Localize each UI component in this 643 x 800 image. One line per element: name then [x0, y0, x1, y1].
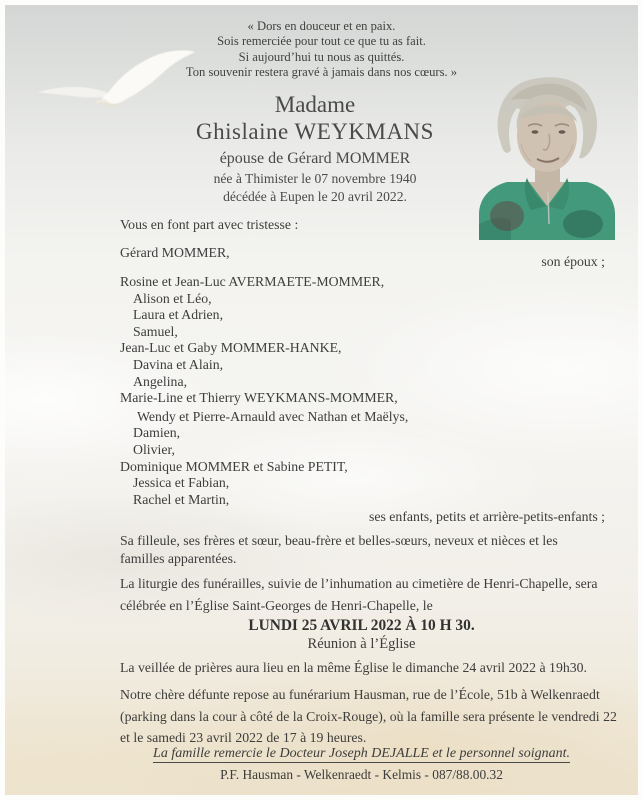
husband-name: Gérard MOMMER, — [120, 245, 230, 260]
epitaph-line: « Dors en douceur et en paix. — [247, 19, 396, 33]
family-member-line: Jessica et Fabian, — [133, 475, 230, 491]
announcement-intro: Vous en font part avec tristesse : — [120, 217, 299, 232]
epitaph-quote — [5, 19, 638, 80]
family-member-line: Angelina, — [133, 373, 188, 389]
family-member-line: Dominique MOMMER et Sabine PETIT, — [120, 458, 348, 474]
family-member-line: Samuel, — [133, 323, 178, 339]
deceased-spouse-line: épouse de Gérard MOMMER — [219, 150, 411, 167]
thanks-line — [120, 746, 603, 762]
deceased-death-line: décédée à Eupen le 20 avril 2022. — [223, 189, 407, 204]
family-member-line: Damien, — [133, 425, 181, 441]
repose-paragraph: Notre chère défunte repose au funérarium Hausman, rue de l’École, 51b à Welkenraedt (parking dans la cour à côté de la Croix-Rouge), où la famille sera présente le vendredi 22 et le samedi 23 avril 2022 de 17 à 19 heures. — [120, 687, 617, 745]
epitaph-line: Ton souvenir restera gravé à jamais dans nos cœurs. » — [185, 64, 458, 79]
family-member-line: Marie-Line et Thierry WEYKMANS-MOMMER, — [120, 390, 398, 406]
vigil-line: La veillée de prières aura lieu en la même Église le dimanche 24 avril 2022 à 19h30. — [120, 660, 587, 675]
husband-relation: son époux ; — [541, 254, 605, 269]
epitaph-line: Si aujourd’hui tu nous as quittés. — [238, 49, 405, 64]
family-member-line: Rachel et Martin, — [133, 491, 230, 507]
family-relation-line: ses enfants, petits et arrière-petits-enfants ; — [369, 509, 605, 525]
deceased-birth-line: née à Thimister le 07 novembre 1940 — [213, 171, 417, 186]
ceremony-datetime — [120, 616, 603, 654]
family-member-line: Davina et Alain, — [133, 356, 224, 372]
funeral-home-line: P.F. Hausman - Welkenraedt - Kelmis - 087/88.00.32 — [220, 767, 503, 782]
ceremony-meeting-line: Réunion à l’Église — [307, 636, 416, 652]
deceased-name: Ghislaine WEYKMANS — [196, 119, 434, 144]
family-member-line: Olivier, — [133, 441, 175, 457]
portrait-photo — [471, 74, 623, 240]
family-member-line: Laura et Adrien, — [133, 307, 224, 323]
family-member-line: Wendy et Pierre-Arnauld avec Nathan et Maëlys, — [137, 408, 409, 424]
family-member-line: Rosine et Jean-Luc AVERMAETE-MOMMER, — [120, 274, 385, 289]
ceremony-date-line: LUNDI 25 AVRIL 2022 À 10 H 30. — [248, 617, 475, 634]
thanks-text: La famille remercie le Docteur Joseph DEJALLE et le personnel soignant. — [153, 746, 570, 761]
epitaph-line: Sois remerciée pour tout ce que tu as fait. — [217, 34, 426, 49]
family-member-line: Jean-Luc et Gaby MOMMER-HANKE, — [120, 340, 342, 356]
liturgy-paragraph: La liturgie des funérailles, suivie de l’inhumation au cimetière de Henri-Chapelle, sera célébrée en l’Église Saint-Georges de Henri-Chapelle, le — [120, 576, 598, 613]
family-list — [120, 274, 605, 526]
family-member-line: Alison et Léo, — [133, 290, 212, 306]
deceased-title: Madame — [274, 92, 356, 117]
extended-family-paragraph: Sa filleule, ses frères et sœur, beau-frère et belles-sœurs, neveux et nièces et les familles apparentées. — [120, 533, 558, 566]
